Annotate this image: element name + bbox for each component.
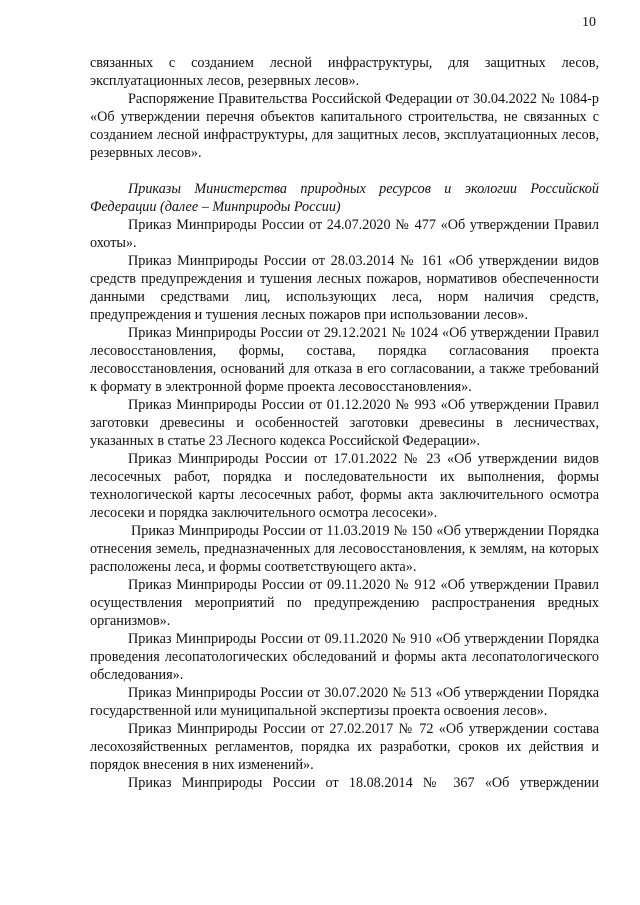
paragraph-continuation: связанных с созданием лесной инфраструктуры, для защитных лесов, эксплуатационных лесов, резервных лесов».	[90, 55, 599, 89]
page-content	[90, 54, 599, 792]
paragraph-order-367: Приказ Минприроды России от 18.08.2014 № 367 «Об утверждении	[128, 775, 599, 791]
paragraph-order-477: Приказ Минприроды России от 24.07.2020 № 477 «Об утверждении Правил охоты».	[90, 217, 599, 251]
paragraph-order-912: Приказ Минприроды России от 09.11.2020 № 912 «Об утверждении Правил осуществления мероприятий по предупреждению распространения вредных организмов».	[90, 577, 599, 629]
paragraph-order-23: Приказ Минприроды России от 17.01.2022 № 23 «Об утверждении видов лесосечных работ, порядка и последовательности их выполнения, формы технологической карты лесосечных работ, формы акта заключительного осмотра лесосеки и порядка заключительного осмотра лесосеки».	[90, 451, 599, 521]
paragraph-order-993: Приказ Минприроды России от 01.12.2020 № 993 «Об утверждении Правил заготовки древесины и особенностей заготовки древесины в лесничествах, указанных в статье 23 Лесного кодекса Российской Федерации».	[90, 397, 599, 449]
page-number: 10	[582, 15, 596, 30]
paragraph-order-1024: Приказ Минприроды России от 29.12.2021 № 1024 «Об утверждении Правил лесовосстановления, формы, состава, порядка согласования проекта лесовосстановления, оснований для отказа в его согласовании, а также требований к формату в электронной форме проекта лесовосстановления».	[90, 325, 599, 395]
paragraph-government-order: Распоряжение Правительства Российской Федерации от 30.04.2022 № 1084-р «Об утверждении перечня объектов капитального строительства, не связанных с созданием лесной инфраструктуры, для защитных лесов, эксплуатационных лесов, резервных лесов».	[90, 91, 599, 161]
paragraph-order-161: Приказ Минприроды России от 28.03.2014 № 161 «Об утверждении видов средств предупреждения и тушения лесных пожаров, нормативов обеспеченности данными средствами лиц, использующих леса, норм наличия средств, предупреждения и тушения лесных пожаров при использовании лесов».	[90, 253, 599, 323]
paragraph-order-72: Приказ Минприроды России от 27.02.2017 № 72 «Об утверждении состава лесохозяйственных регламентов, порядка их разработки, сроков их действия и порядок внесения в них изменений».	[90, 721, 599, 773]
paragraph-order-513: Приказ Минприроды России от 30.07.2020 № 513 «Об утверждении Порядка государственной или муниципальной экспертизы проекта освоения лесов».	[90, 685, 599, 719]
paragraph-order-910: Приказ Минприроды России от 09.11.2020 № 910 «Об утверждении Порядка проведения лесопатологических обследований и формы акта лесопатологического обследования».	[90, 631, 599, 683]
paragraph-order-150: Приказ Минприроды России от 11.03.2019 № 150 «Об утверждении Порядка отнесения земель, предназначенных для лесовосстановления, к землям, на которых расположены леса, и формы соответствующего акта».	[90, 523, 599, 575]
section-heading: Приказы Министерства природных ресурсов и экологии Российской Федерации (далее – Минприроды России)	[90, 181, 599, 215]
